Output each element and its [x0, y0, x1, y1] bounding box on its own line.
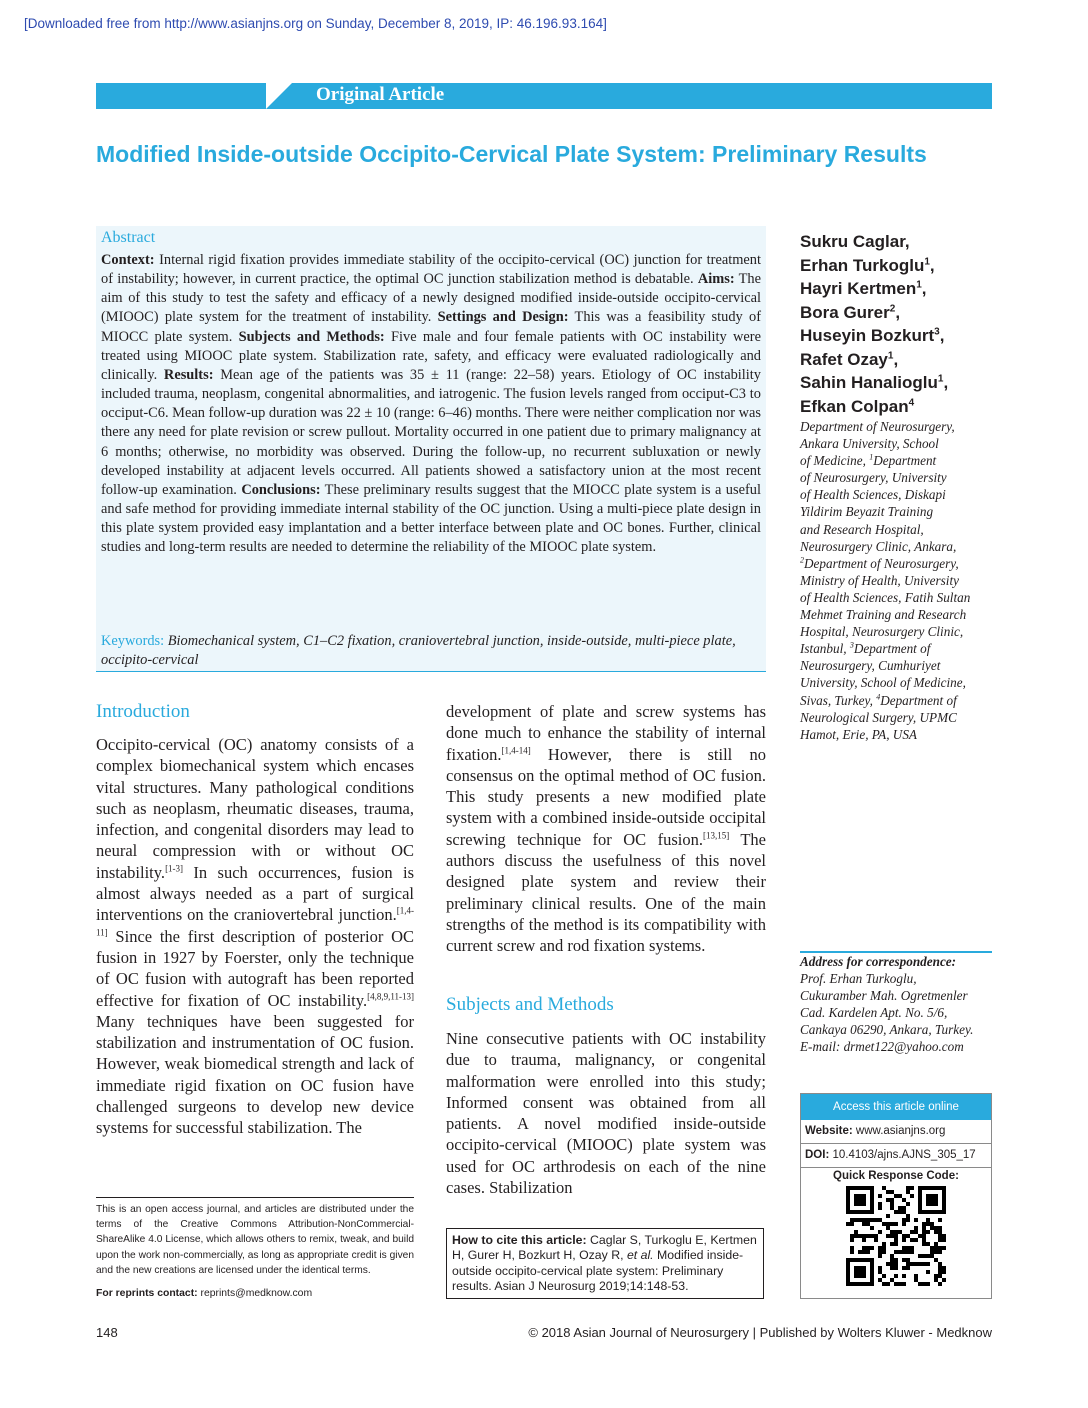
- author-name: Sukru Caglar,: [800, 232, 910, 251]
- affiliation-line: Istanbul, $^3$Department of: [800, 640, 931, 657]
- affiliation-line: University, School of Medicine,: [800, 675, 966, 691]
- affiliation-line: of Health Sciences, Diskapi: [800, 487, 946, 503]
- abstract-subjects-label: Subjects and Methods:: [238, 328, 385, 345]
- keywords-label: Keywords:: [101, 633, 165, 649]
- affiliation-line: Hospital, Neurosurgery Clinic,: [800, 624, 964, 640]
- abstract-conclusions-label: Conclusions:: [241, 481, 321, 498]
- correspondence-label: Address for correspondence:: [800, 954, 957, 969]
- access-heading: Access this article online: [801, 1094, 991, 1120]
- abstract-settings-label: Settings and Design:: [437, 309, 569, 326]
- correspondence-address: Address for correspondence: Prof. Erhan Turkoglu, Cukuramber Mah. Ogretmenler Cad. Kardelen Apt. No. 5/6, Cankaya 06290, Ankara, Turkey. E-mail: drmet122@yahoo.com: [800, 953, 995, 1056]
- website-link[interactable]: www.asianjns.org: [852, 1125, 946, 1137]
- subjects-methods-text: Nine consecutive patients with OC instability due to trauma, malignancy, or congenital malformation were enrolled into this study; Informed consent was obtained from all patients. A novel modified inside-outside occipito-cervical (MIOOC) plate system was used for OC arthrodesis on each of the nine cases. Stabilization: [446, 1029, 766, 1198]
- introduction-text-continued: development of plate and screw systems has done much to enhance the stability of internal fixation.[1,4-14] However, there is still no consensus on the optimal method of OC fusion. This study presents a new modified plate system with a combined inside-outside occipital screwing technique for OC fusion.[13,15] The authors discuss the usefulness of this novel designed plate system and review their preliminary clinical results. One of the main strengths of the method is its compatibility with current screw and rod fixation systems.: [446, 702, 766, 956]
- download-banner[interactable]: [Downloaded free from http://www.asianjns.org on Sunday, December 8, 2019, IP: 46.196.93.164]: [24, 16, 607, 31]
- abstract-settings-text: This was a feasibility study of MIOCC plate system.: [101, 309, 761, 345]
- author-list: [800, 230, 990, 418]
- strip-notch: [266, 83, 292, 109]
- access-article-box: [800, 1093, 992, 1299]
- reprints-contact: For reprints contact: reprints@medknow.com: [96, 1288, 313, 1299]
- abstract-conclusions-text: These preliminary results suggest that the MIOCC plate system is a useful and safe method for providing immediate internal stability of the OC junction. Using a multi-piece plate design in this plate system provided easy implantation and a better interface between plate and OC bones. Further, clinical studies and long-term results are needed to determine the reliability of the MIOOC plate system.: [101, 481, 761, 556]
- affiliation-line: Mehmet Training and Research: [800, 607, 967, 623]
- website-row: Website: www.asianjns.org: [801, 1120, 991, 1144]
- abstract-text: [101, 251, 761, 558]
- author-name: Bora Gurer$^2$,: [800, 302, 901, 322]
- abstract-context-text: Internal rigid fixation provides immediate stability of the occipito-cervical (OC) junction for treatment of instability; however, in current practice, the optimal OC junction stabilization method is debatable.: [101, 252, 761, 288]
- author-name: Erhan Turkoglu$^1$,: [800, 255, 935, 275]
- affiliation-line: of Neurosurgery, University: [800, 470, 947, 486]
- article-title: Modified Inside-outside Occipito-Cervical Plate System: Preliminary Results: [96, 141, 927, 167]
- qr-code-icon[interactable]: [846, 1186, 946, 1286]
- section-strip: [96, 83, 992, 109]
- affiliation-line: Sivas, Turkey, $^4$Department of: [800, 692, 957, 708]
- affiliation-line: Ankara University, School: [800, 436, 939, 452]
- introduction-heading: Introduction: [96, 701, 190, 722]
- affiliations: [800, 418, 995, 743]
- citation-label: How to cite this article:: [452, 1233, 587, 1247]
- footnote-divider: [96, 1197, 414, 1198]
- affiliation-line: of Health Sciences, Fatih Sultan: [800, 589, 971, 605]
- affiliation-line: Neurological Surgery, UPMC: [800, 709, 957, 725]
- citation-ref[interactable]: [1,4-11]: [96, 905, 414, 938]
- abstract-aims-label: Aims:: [697, 271, 735, 288]
- reprints-email[interactable]: reprints@medknow.com: [197, 1288, 313, 1299]
- author-name: Rafet Ozay$^1$,: [800, 349, 899, 369]
- affiliation-line: $^2$Department of Neurosurgery,: [800, 555, 959, 571]
- affiliation-line: Ministry of Health, University: [800, 572, 959, 588]
- section-label: Original Article: [316, 84, 445, 105]
- citation-ref[interactable]: [4,8,9,11-13]: [367, 991, 414, 1002]
- doi-row: DOI: 10.4103/ajns.AJNS_305_17: [801, 1144, 991, 1168]
- citation-ref[interactable]: [1-3]: [165, 863, 184, 874]
- keywords: [101, 632, 761, 670]
- author-name: Efkan Colpan$^4$: [800, 396, 915, 416]
- affiliation-line: of Medicine, $^1$Department: [800, 452, 937, 469]
- citation-ref[interactable]: [1,4-14]: [501, 745, 531, 756]
- author-name: Sahin Hanalioglu$^1$,: [800, 373, 949, 392]
- abstract-subjects-text: Five male and four female patients with OC instability were treated using MIOOC plate system. Stabilization rate, safety, and efficacy were evaluated radiologically and clinically.: [101, 328, 761, 383]
- abstract-results-label: Results:: [163, 366, 214, 383]
- citation-box: How to cite this article: Caglar S, Turkoglu E, Kertmen H, Gurer H, Bozkurt H, Ozay R, et al. Modified inside-outside occipito-cervical plate system: Preliminary results. Asian J Neurosurg 2019;14:148-53.: [446, 1228, 764, 1299]
- affiliation-line: Neurosurgery, Cumhuriyet: [800, 658, 941, 674]
- correspondence-email[interactable]: E-mail: drmet122@yahoo.com: [800, 1039, 964, 1055]
- citation-ref[interactable]: [13,15]: [702, 830, 730, 841]
- affiliation-line: Yildirim Beyazit Training: [800, 504, 934, 520]
- introduction-text: Occipito-cervical (OC) anatomy consists of a complex biomechanical system which encases vital structures. Many pathological conditions such as neoplasm, rheumatic diseases, trauma, infection, and congenital disorders may lead to neural compression with or without OC instability.[1-3] In such occurrences, fusion is almost always needed as a part of surgical interventions on the craniovertebral junction.[1,4-11] Since the first description of posterior OC fusion in 1927 by Foerster, only the technique of OC fusion with autograft has been reported effective for fixation of OC instability.[4,8,9,11-13] Many techniques have been suggested for stabilization and instrumentation of OC fusion. However, weak biomedical strength and lack of immediate rigid fixation on OC fusion have challenged surgeons to develop new device systems for successful stabilization. The: [96, 735, 414, 1138]
- copyright-line: © 2018 Asian Journal of Neurosurgery | Published by Wolters Kluwer - Medknow: [528, 1325, 992, 1340]
- abstract-context-label: Context:: [101, 252, 155, 268]
- keywords-text: Biomechanical system, C1–C2 fixation, craniovertebral junction, inside-outside, multi-piece plate, occipito-cervical: [101, 633, 736, 668]
- doi-link[interactable]: 10.4103/ajns.AJNS_305_17: [829, 1149, 976, 1161]
- author-name: Huseyin Bozkurt$^3$,: [800, 326, 945, 345]
- page-number: 148: [96, 1325, 118, 1340]
- affiliation-line: Hamot, Erie, PA, USA: [800, 726, 917, 742]
- open-access-footnote: This is an open access journal, and articles are distributed under the terms of the Creative Commons Attribution-NonCommercial-ShareAlike 4.0 License, which allows others to remix, tweak, and build upon the work non-commercially, as long as appropriate credit is given and the new creations are licensed under the identical terms.: [96, 1204, 414, 1276]
- affiliation-line: Department of Neurosurgery,: [800, 419, 955, 434]
- abstract-results-text: Mean age of the patients was 35 ± 11 (range: 22–58) years. Etiology of OC instability included trauma, neoplasm, congenital abnormalities, and iatrogenic. The fusion levels ranged from occiput-C3 to occiput-C6. Mean follow-up duration was 22 ± 10 (range: 6–46) months. There were neither complication nor was there any need for plate revision or screw pullout. Mortality occurred in one patient due to primary malignancy at 6 months; otherwise, no morbidity was observed. During the follow-up, no recurrent subluxation or newly developed instability at adjacent levels occurred. All patients showed a satisfactory union at the most recent follow-up examination.: [101, 366, 761, 498]
- abstract-heading: Abstract: [101, 229, 156, 246]
- affiliation-line: Neurosurgery Clinic, Ankara,: [800, 538, 957, 554]
- author-name: Hayri Kertmen$^1$,: [800, 279, 927, 298]
- abstract-aims-text: The aim of this study to test the safety and efficacy of a newly designed modified inside-outside occipito-cervical (MIOOC) plate system for the treatment of instability.: [101, 271, 761, 326]
- subjects-methods-heading: Subjects and Methods: [446, 994, 614, 1015]
- qr-label: Quick Response Code:: [833, 1170, 959, 1182]
- affiliation-line: and Research Hospital,: [800, 521, 924, 537]
